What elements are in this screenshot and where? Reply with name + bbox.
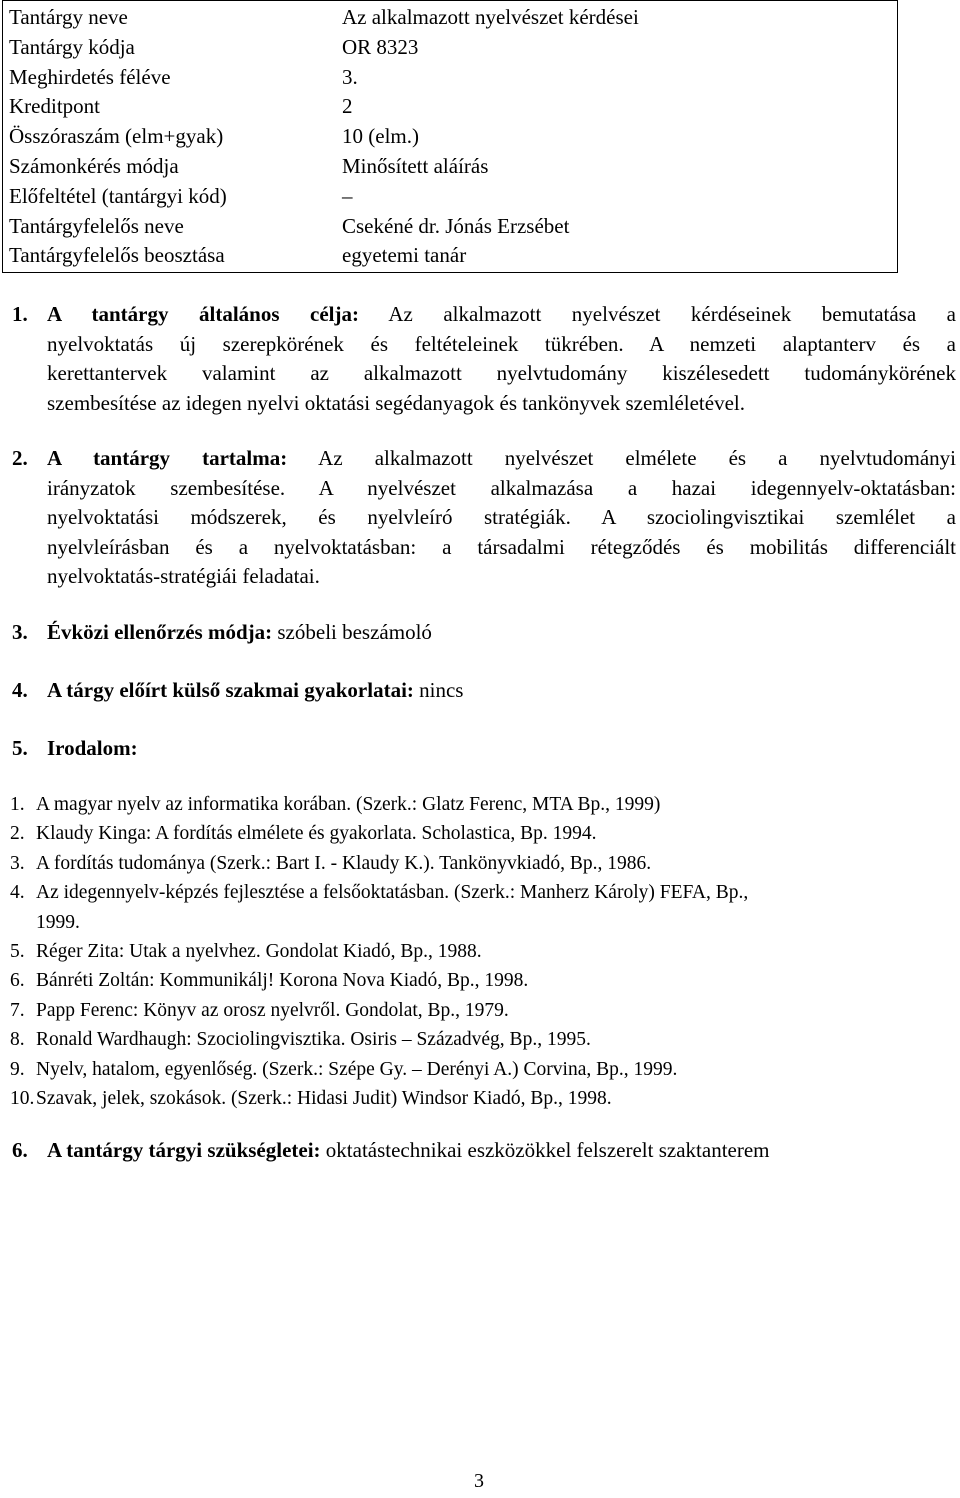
info-value: 3.: [342, 64, 358, 89]
section-body: [47, 444, 956, 592]
list-item-number: 4.: [10, 882, 25, 904]
section-text: Az alkalmazott nyelvészet elmélete és a nyelvtudományi: [318, 446, 957, 470]
section-line: [47, 300, 956, 330]
list-item-text: Szavak, jelek, szokások. (Szerk.: Hidasi Judit) Windsor Kiadó, Bp., 1998.: [36, 1088, 612, 1110]
list-item: [10, 966, 950, 995]
section-number: 6.: [12, 1138, 28, 1162]
list-item-text: Ronald Wardhaugh: Szociolingvisztika. Osiris – Századvég, Bp., 1995.: [36, 1029, 591, 1051]
course-info-table: [2, 0, 898, 273]
section-content: [12, 444, 956, 592]
list-item: [10, 1084, 950, 1113]
list-item-number: 2.: [10, 823, 25, 845]
list-item-text: A magyar nyelv az informatika korában. (Szerk.: Glatz Ferenc, MTA Bp., 1999): [36, 794, 661, 815]
info-value: 10 (elm.): [342, 124, 419, 149]
list-item-text: Klaudy Kinga: A fordítás elmélete és gyakorlata. Scholastica, Bp. 1994.: [36, 823, 597, 845]
section-line: nyelvoktatás-stratégiái feladatai.: [47, 564, 320, 588]
section-number: 1.: [12, 302, 28, 326]
info-label: Számonkérés módja: [9, 153, 179, 178]
list-item: [10, 849, 950, 878]
info-value: 2: [342, 94, 353, 119]
list-item: [10, 819, 950, 848]
list-item: [10, 790, 950, 819]
list-item-number: 5.: [10, 941, 25, 963]
list-item-number: 7.: [10, 999, 25, 1021]
info-label: Tantárgy neve: [9, 5, 128, 29]
info-label: Összóraszám (elm+gyak): [9, 124, 224, 149]
list-item: [10, 1055, 950, 1084]
section-general-goal: [12, 300, 956, 418]
section-body: [47, 676, 956, 706]
info-label: Meghirdetés féléve: [9, 64, 171, 89]
list-item: [10, 937, 950, 966]
list-item-text: Papp Ferenc: Könyv az orosz nyelvről. Gondolat, Bp., 1979.: [36, 999, 509, 1021]
section-number: 4.: [12, 678, 28, 702]
section-body: [47, 1136, 956, 1166]
section-number: 2.: [12, 446, 28, 470]
section-number: 3.: [12, 620, 28, 644]
section-practice: [12, 676, 956, 706]
list-item: [10, 878, 950, 907]
list-item-number: 1.: [10, 794, 25, 815]
list-item-number: 3.: [10, 852, 25, 874]
section-line: nyelvleírásban és a nyelvoktatásban: a társadalmi rétegződés és mobilitás differenciált: [47, 534, 956, 559]
section-line: irányzatok szembesítése. A nyelvészet alkalmazása a hazai idegennyelv-oktatásban:: [47, 475, 956, 500]
section-text: oktatástechnikai eszközökkel felszerelt szaktanterem: [325, 1138, 770, 1162]
section-line: nyelvoktatási módszerek, és nyelvleíró stratégiák. A szociolingvisztikai szemlélet a: [47, 505, 956, 529]
info-row-position: [3, 241, 897, 271]
list-item-text: 1999.: [36, 911, 80, 933]
literature-list: [10, 790, 950, 1113]
section-body: [47, 618, 956, 648]
info-label: Tantárgyfelelős beosztása: [9, 243, 225, 268]
info-value: egyetemi tanár: [342, 243, 467, 268]
section-line: szembesítése az idegen nyelvi oktatási segédanyagok és tankönyvek szemléletével.: [47, 390, 745, 415]
list-item-number: 8.: [10, 1029, 25, 1051]
info-value: –: [342, 183, 353, 208]
section-number: 5.: [12, 736, 28, 760]
list-item-number: 9.: [10, 1058, 25, 1080]
list-item-text: Réger Zita: Utak a nyelvhez. Gondolat Kiadó, Bp., 1988.: [36, 941, 482, 963]
section-body: [47, 734, 956, 764]
list-item-text: Az idegennyelv-képzés fejlesztése a felsőoktatásban. (Szerk.: Manherz Károly) FEFA, Bp.,: [36, 882, 749, 904]
section-line: nyelvoktatás új szerepkörének és feltételeinek tükrében. A nemzeti alaptanterv és a: [47, 331, 956, 356]
info-label: Tantárgyfelelős neve: [9, 213, 184, 238]
list-item-text: Nyelv, hatalom, egyenlőség. (Szerk.: Szépe Gy. – Derényi A.) Corvina, Bp., 1999.: [36, 1058, 678, 1080]
section-text: nincs: [419, 678, 464, 702]
section-heading: A tantárgy tartalma:: [47, 446, 288, 470]
list-item-number: 10.: [10, 1088, 35, 1110]
section-midterm-check: [12, 618, 956, 648]
info-value: Minősített aláírás: [342, 153, 489, 178]
info-row-hours: [3, 122, 897, 152]
info-row-code: [3, 33, 897, 63]
info-value: Az alkalmazott nyelvészet kérdései: [342, 5, 639, 29]
section-heading: Évközi ellenőrzés módja:: [47, 620, 273, 644]
list-item-number: 6.: [10, 970, 25, 992]
page-number: 3: [474, 1470, 484, 1492]
section-heading: Irodalom:: [47, 736, 138, 760]
section-heading: A tantárgy általános célja:: [47, 302, 359, 326]
list-item-text: A fordítás tudománya (Szerk.: Bart I. - Klaudy K.). Tankönyvkiadó, Bp., 1986.: [36, 852, 652, 874]
info-row-prerequisite: [3, 182, 897, 212]
info-row-responsible: [3, 212, 897, 242]
info-label: Kreditpont: [9, 94, 100, 119]
section-line: [47, 444, 956, 474]
list-item: [10, 996, 950, 1025]
section-heading: A tárgy előírt külső szakmai gyakorlatai:: [47, 678, 414, 702]
section-text: szóbeli beszámoló: [277, 620, 432, 644]
list-item: [10, 1025, 950, 1054]
info-row-name: [3, 3, 897, 33]
section-heading: A tantárgy tárgyi szükségletei:: [47, 1138, 321, 1162]
section-literature: [12, 734, 956, 764]
section-text: Az alkalmazott nyelvészet kérdéseinek bemutatása a: [388, 302, 956, 326]
info-row-assessment: [3, 152, 897, 182]
info-value: Csekéné dr. Jónás Erzsébet: [342, 213, 570, 238]
info-label: Tantárgy kódja: [9, 34, 135, 59]
info-row-credit: [3, 92, 897, 122]
info-row-semester: [3, 63, 897, 93]
section-requirements: [12, 1136, 956, 1166]
list-item: [10, 908, 950, 937]
section-line: kerettantervek valamint az alkalmazott nyelvtudomány kiszélesedett tudománykörének: [47, 361, 956, 385]
info-label: Előfeltétel (tantárgyi kód): [9, 183, 227, 208]
list-item-text: Bánréti Zoltán: Kommunikálj! Korona Nova Kiadó, Bp., 1998.: [36, 970, 529, 992]
info-value: OR 8323: [342, 34, 419, 59]
section-body: [47, 300, 956, 418]
